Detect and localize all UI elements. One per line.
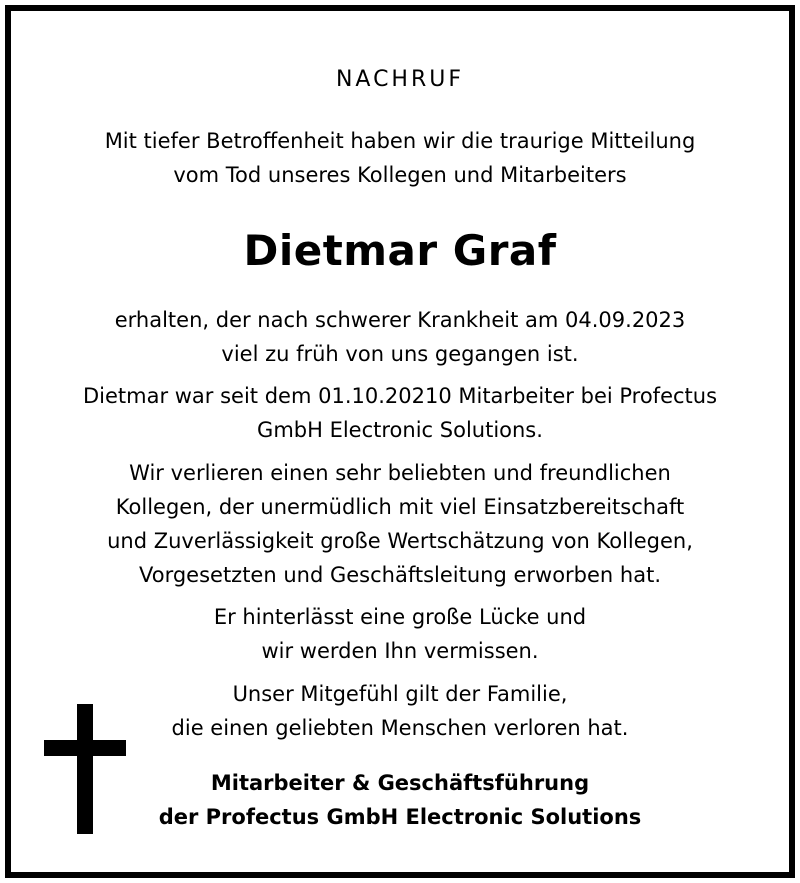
paragraph3-line-4: Vorgesetzten und Geschäftsleitung erworben hat.: [138, 563, 662, 587]
intro-line-2: vom Tod unseres Kollegen und Mitarbeiters: [173, 163, 627, 187]
paragraph5-line-2: die einen geliebten Menschen verloren hat.: [171, 716, 629, 740]
signature-line-2: der Profectus GmbH Electronic Solutions: [158, 805, 642, 829]
paragraph4-line-2: wir werden Ihn vermissen.: [261, 639, 539, 663]
paragraph1-line-1: erhalten, der nach schwerer Krankheit am 04.09.2023: [114, 308, 686, 332]
cross-vertical-bar: [77, 704, 93, 834]
paragraph3-line-2: Kollegen, der unermüdlich mit viel Einsatzbereitschaft: [115, 495, 685, 519]
paragraph5-line-1: Unser Mitgefühl gilt der Familie,: [232, 682, 568, 706]
signature-line-1: Mitarbeiter & Geschäftsführung: [210, 771, 590, 795]
paragraph1-line-2: viel zu früh von uns gegangen ist.: [221, 342, 579, 366]
paragraph2-line-2: GmbH Electronic Solutions.: [257, 418, 543, 442]
cross-icon: [44, 704, 126, 834]
paragraph4-line-1: Er hinterlässt eine große Lücke und: [213, 605, 587, 629]
paragraph3-line-3: und Zuverlässigkeit große Wertschätzung von Kollegen,: [107, 529, 693, 553]
obituary-notice: [5, 5, 795, 878]
paragraph3-line-1: Wir verlieren einen sehr beliebten und freundlichen: [129, 461, 671, 485]
deceased-name: Dietmar Graf: [243, 226, 557, 275]
paragraph2-line-1: Dietmar war seit dem 01.10.20210 Mitarbeiter bei Profectus: [82, 384, 718, 408]
cross-horizontal-bar: [44, 740, 126, 756]
notice-heading: NACHRUF: [335, 67, 465, 92]
intro-line-1: Mit tiefer Betroffenheit haben wir die traurige Mitteilung: [104, 129, 696, 153]
